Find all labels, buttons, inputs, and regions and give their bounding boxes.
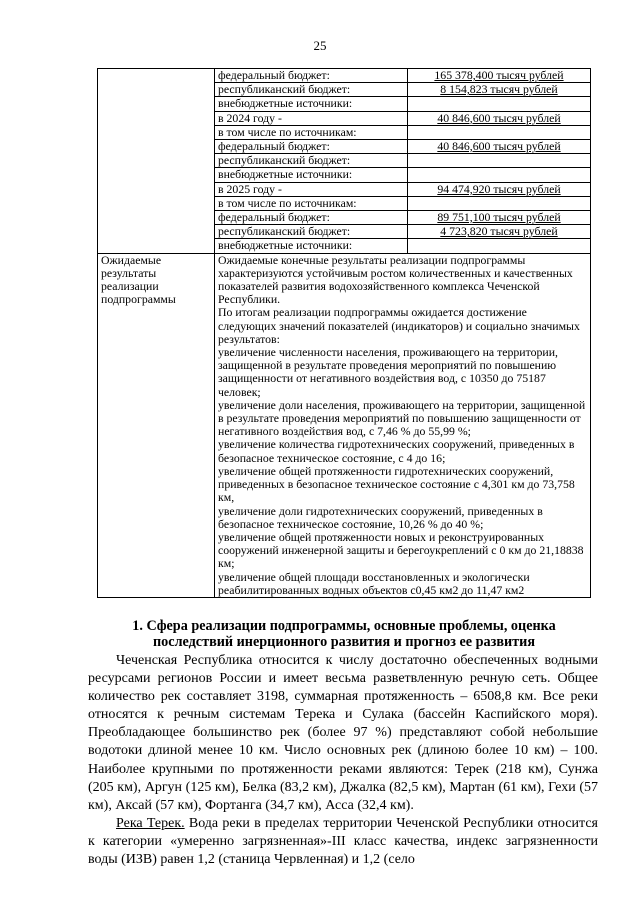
row-label: внебюджетные источники: (215, 168, 408, 182)
results-paragraph: увеличение общей протяженности гидротехнических сооружений, приведенных в безопасное техническое состояние с 4,301 км до 73,758 км, (218, 463, 575, 505)
results-paragraph: увеличение общей протяженности новых и реконструированных сооружений инженерной защиты и берегоукреплений с 0 км до 21,18838 км; (218, 529, 584, 571)
results-paragraph: увеличение численности населения, проживающего на территории, защищенной в результате проведения мероприятий по повышению защищенности от негативного воздействия вод, с 10350 до 75187 человек; (218, 345, 558, 399)
row-label: федеральный бюджет: (215, 140, 408, 154)
body-paragraph: Чеченская Республика относится к числу достаточно обеспеченных водными ресурсами регионов России и имеет весьма разветвленную речную сеть. Общее количество рек составляет 3198, суммарная протяженность – 6508,8 км. Все реки относятся к речным системам Терека и Сулака (бассейн Каспийского моря). Преобладающее большинство рек (более 97 %) представляют собой небольшие водотоки длиной менее 10 км. Число основных рек (длиною более 10 км) – 100. Наиболее крупными по протяженности реками являются: Терек (218 км), Сунжа (205 км), Аргун (125 км), Белка (83,2 км), Джалка (82,5 км), Мартан (61 км), Гехи (57 км), Аксай (57 км), Фортанга (34,7 км), Асса (32,4 км). (88, 653, 598, 813)
row-label: федеральный бюджет: (215, 69, 408, 83)
row-value: 8 154,823 тысяч рублей (408, 83, 591, 97)
row-label: в том числе по источникам: (215, 196, 408, 210)
row-value: 89 751,100 тысяч рублей (408, 211, 591, 225)
results-paragraph: По итогам реализации подпрограммы ожидается достижение следующих значений показателей (индикаторов) и социально значимых результатов: (218, 305, 580, 346)
row-value: 94 474,920 тысяч рублей (408, 182, 591, 196)
body-text (88, 652, 598, 869)
row-label: республиканский бюджет: (215, 154, 408, 168)
row-value (408, 168, 591, 182)
results-paragraph: увеличение общей площади восстановленных и экологически реабилитированных водных объектов с0,45 км2 до 11,47 км2 (218, 569, 530, 597)
row-label: в том числе по источникам: (215, 125, 408, 139)
results-paragraph: увеличение доли гидротехнических сооружений, приведенных в безопасное техническое состояние, 10,26 % до 40 %; (218, 503, 543, 531)
row-value (408, 97, 591, 111)
table-row (98, 253, 591, 597)
results-paragraph: Ожидаемые конечные результаты реализации подпрограммы характеризуются устойчивым ростом количественных и качественных показателей развития водохозяйственного комплекса Чеченской Республики. (218, 252, 573, 307)
body-paragraph-text: Вода реки в пределах территории Чеченской Республики относится к категории «умеренно загрязненная»-III класс качества, индекс загрязненности воды (ИЗВ) равен 1,2 (станица Червленная) и 1,2 (село (88, 815, 598, 868)
row-value (408, 125, 591, 139)
body-paragraph (88, 815, 598, 869)
row-value (408, 154, 591, 168)
row-value: 165 378,400 тысяч рублей (408, 69, 591, 83)
row-label: внебюджетные источники: (215, 97, 408, 111)
row-label: республиканский бюджет: (215, 83, 408, 97)
row-value: 4 723,820 тысяч рублей (408, 225, 591, 239)
program-passport-table (97, 68, 591, 598)
row-label: в 2025 году - (215, 182, 408, 196)
results-cell (215, 253, 591, 597)
results-paragraph: увеличение количества гидротехнических сооружений, приведенных в безопасное техническое состояние, с 4 до 16; (218, 437, 575, 465)
row-value: 40 846,600 тысяч рублей (408, 111, 591, 125)
page-number: 25 (313, 38, 327, 53)
row-label: федеральный бюджет: (215, 211, 408, 225)
table-row (98, 69, 591, 83)
results-label: Ожидаемые результаты реализации подпрограммы (98, 253, 215, 597)
section-heading: 1. Сфера реализации подпрограммы, основные проблемы, оценка последствий инерционного развития и прогноз ее развития (132, 618, 556, 650)
row-label: внебюджетные источники: (215, 239, 408, 253)
row-value (408, 239, 591, 253)
results-paragraph: увеличение доли населения, проживающего на территории, защищенной в результате проведения мероприятий по повышению защищенности от негативного воздействия вод, с 7,46 % до 55,99 %; (218, 397, 586, 439)
row-label: республиканский бюджет: (215, 225, 408, 239)
row-value (408, 196, 591, 210)
river-name-label: Река Терек. (116, 815, 185, 831)
row-value: 40 846,600 тысяч рублей (408, 140, 591, 154)
empty-cell (98, 69, 215, 254)
row-label: в 2024 году - (215, 111, 408, 125)
